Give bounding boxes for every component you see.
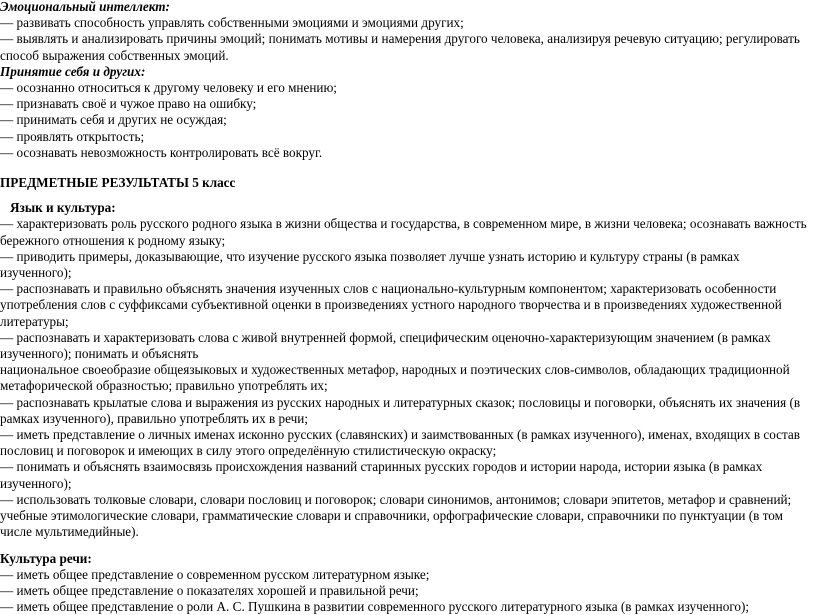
language-culture-item: — распознавать и правильно объяснять значения изученных слов с национально-культурным компонентом; характеризовать особенности употребления слов с суффиксами субъективной оценки в произведениях устного народного творчества и в произведениях художественной литературы; <box>0 281 782 329</box>
language-culture-heading: Язык и культура: <box>10 200 116 216</box>
speech-culture-item: — иметь общее представление о роли А. С. Пушкина в развитии современного русского литературного языка (в рамках изученного); <box>0 599 750 615</box>
language-culture-item: — использовать толковые словари, словари пословиц и поговорок; словари синонимов, антонимов; словари эпитетов, метафор и сравнений; учебные этимологические словари, грамматические словари и справочники, орфографические словари, справочники по пунктуации (в том числе мультимедийные). <box>0 491 792 540</box>
acceptance-item: — осознанно относиться к другому человеку и его мнению; <box>0 80 337 96</box>
subject-results-title: ПРЕДМЕТНЫЕ РЕЗУЛЬТАТЫ 5 класс <box>0 175 236 191</box>
emotional-heading: Эмоциональный интеллект: <box>0 0 170 14</box>
acceptance-item: — принимать себя и других не осуждая; <box>0 112 227 128</box>
emotional-item: — развивать способность управлять собственными эмоциями и эмоциями других; <box>0 15 464 31</box>
acceptance-item: — осознавать невозможность контролировать всё вокруг. <box>0 144 323 160</box>
speech-culture-item: — иметь общее представление о современном русском литературном языке; <box>0 566 430 582</box>
language-culture-item: — иметь представление о личных именах исконно русских (славянских) и заимствованных (в рамках изученного), именах, входящих в состав пословиц и поговорок и имеющих в силу этого определённую стилистическую окраску; <box>0 427 800 459</box>
acceptance-item: — признавать своё и чужое право на ошибку; <box>0 96 257 112</box>
language-culture-item: — распознавать и характеризовать слова с живой внутренней формой, специфическим оценочно-характеризующим значением (в рамках изученного); понимать и объяснять <box>0 329 771 362</box>
acceptance-heading: Принятие себя и других: <box>0 63 146 79</box>
language-culture-item: — понимать и объяснять взаимосвязь происхождения названий старинных русских городов и истории народа, истории языка (в рамках изученного); <box>0 459 763 491</box>
language-culture-item: — распознавать крылатые слова и выражения из русских народных и литературных сказок; пословицы и поговорки, объяснять их значения (в рамках изученного), правильно употреблять их в речи; <box>0 394 801 426</box>
emotional-item: — выявлять и анализировать причины эмоций; понимать мотивы и намерения другого человека, анализируя речевую ситуацию; регулировать способ выражения собственных эмоций. <box>0 31 800 63</box>
language-culture-item: — приводить примеры, доказывающие, что изучение русского языка позволяет лучше узнать историю и культуру страны (в рамках изученного); <box>0 248 740 281</box>
speech-culture-heading: Культура речи: <box>0 550 92 566</box>
speech-culture-item: — иметь общее представление о показателях хорошей и правильной речи; <box>0 582 419 598</box>
acceptance-item: — проявлять открытость; <box>0 128 145 144</box>
language-culture-item: национальное своеобразие общеязыковых и художественных метафор, народных и поэтических слов-символов, обладающих традиционной метафорической образностью; правильно употреблять их; <box>0 362 790 394</box>
language-culture-item: — характеризовать роль русского родного языка в жизни общества и государства, в современном мире, в жизни человека; осознавать важность бережного отношения к родному языку; <box>0 216 807 248</box>
